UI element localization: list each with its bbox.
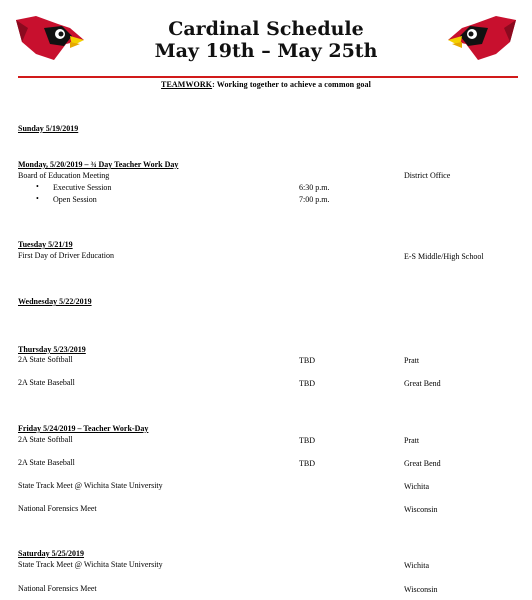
day-heading-monday: Monday, 5/20/2019 – ¾ Day Teacher Work Day: [18, 160, 179, 169]
event-location: Wisconsin: [404, 505, 438, 514]
bullet-icon: •: [36, 182, 39, 191]
motto-key: TEAMWORK: [161, 80, 213, 89]
event-name: 2A State Softball: [18, 435, 73, 444]
session-label: Open Session: [53, 195, 97, 204]
day-heading-sunday: Sunday 5/19/2019: [18, 124, 79, 133]
event-location: Pratt: [404, 436, 420, 445]
event-location: Pratt: [404, 356, 420, 365]
event-name: 2A State Softball: [18, 355, 73, 364]
event-location: E-S Middle/High School: [404, 252, 484, 261]
event-name: National Forensics Meet: [18, 584, 97, 593]
event-location: Wichita: [404, 561, 429, 570]
event-time: TBD: [299, 459, 315, 468]
page-title: [0, 18, 532, 62]
session-label: Executive Session: [53, 183, 112, 192]
event-name: National Forensics Meet: [18, 504, 97, 513]
day-heading-saturday: Saturday 5/25/2019: [18, 549, 85, 558]
event-board-meeting: Board of Education Meeting: [18, 171, 110, 180]
event-location: District Office: [404, 171, 451, 180]
day-heading-tuesday: Tuesday 5/21/19: [18, 240, 73, 249]
event-location: Great Bend: [404, 379, 441, 388]
event-location: Great Bend: [404, 459, 441, 468]
red-divider: [18, 76, 518, 78]
title-line-2: May 19th – May 25th: [154, 40, 378, 62]
title-line-1: Cardinal Schedule: [168, 18, 364, 40]
event-location: Wisconsin: [404, 585, 438, 594]
event-time: TBD: [299, 436, 315, 445]
event-name: State Track Meet @ Wichita State University: [18, 560, 163, 569]
event-name: 2A State Baseball: [18, 458, 75, 467]
event-name: First Day of Driver Education: [18, 251, 114, 260]
event-name: State Track Meet @ Wichita State University: [18, 481, 163, 490]
motto-text: : Working together to achieve a common goal: [212, 80, 371, 89]
event-name: 2A State Baseball: [18, 378, 75, 387]
event-time: TBD: [299, 379, 315, 388]
event-location: Wichita: [404, 482, 429, 491]
day-heading-wednesday: Wednesday 5/22/2019: [18, 297, 92, 306]
event-time: TBD: [299, 356, 315, 365]
day-heading-thursday: Thursday 5/23/2019: [18, 345, 86, 354]
bullet-icon: •: [36, 194, 39, 203]
session-time: 6:30 p.m.: [299, 183, 330, 192]
session-time: 7:00 p.m.: [299, 195, 330, 204]
motto: [0, 80, 532, 89]
day-heading-friday: Friday 5/24/2019 – Teacher Work-Day: [18, 424, 149, 433]
